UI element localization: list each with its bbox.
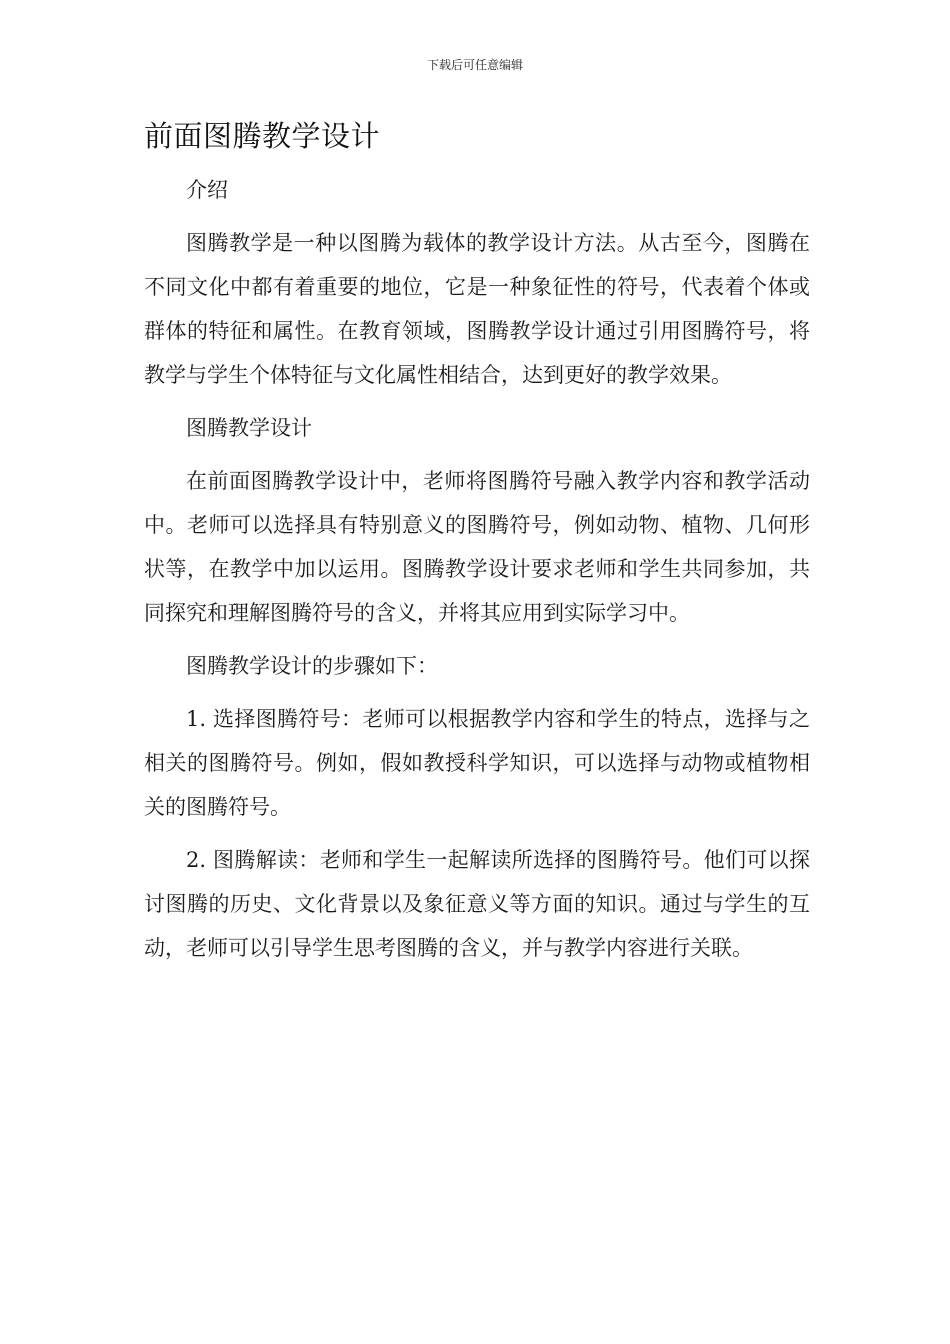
document-body — [144, 168, 810, 979]
paragraph-intro: 图腾教学是一种以图腾为载体的教学设计方法。从古至今，图腾在不同文化中都有着重要的地位，它是一种象征性的符号，代表着个体或群体的特征和属性。在教育领域，图腾教学设计通过引用图腾符号，将教学与学生个体特征与文化属性相结合，达到更好的教学效果。 — [144, 231, 810, 387]
header-note: 下载后可任意编辑 — [426, 58, 523, 72]
paragraph-design: 在前面图腾教学设计中，老师将图腾符号融入教学内容和教学活动中。老师可以选择具有特别意义的图腾符号，例如动物、植物、几何形状等，在教学中加以运用。图腾教学设计要求老师和学生共同参加，共同探究和理解图腾符号的含义，并将其应用到实际学习中。 — [144, 469, 810, 625]
document-title: 前面图腾教学设计 — [144, 119, 381, 153]
list-item-step-2: 2. 图腾解读：老师和学生一起解读所选择的图腾符号。他们可以探讨图腾的历史、文化背景以及象征意义等方面的知识。通过与学生的互动，老师可以引导学生思考图腾的含义，并与教学内容进行关联。 — [144, 848, 810, 960]
section-heading-design: 图腾教学设计 — [186, 416, 312, 440]
section-heading-intro: 介绍 — [186, 178, 228, 202]
section-heading-steps: 图腾教学设计的步骤如下： — [186, 654, 438, 678]
list-item-step-1: 1. 选择图腾符号：老师可以根据教学内容和学生的特点，选择与之相关的图腾符号。例如，假如教授科学知识，可以选择与动物或植物相关的图腾符号。 — [144, 707, 810, 819]
